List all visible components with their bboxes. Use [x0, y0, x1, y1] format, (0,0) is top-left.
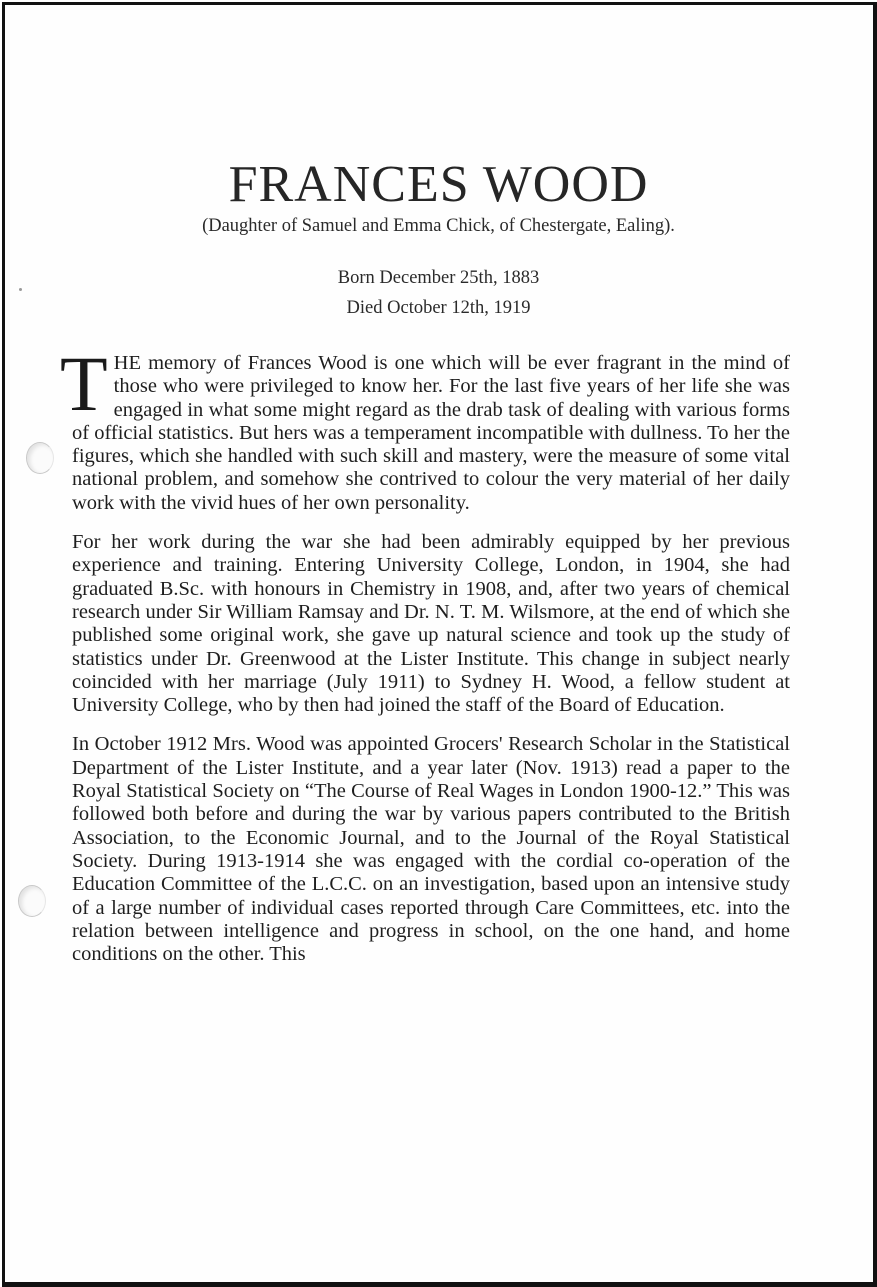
drop-cap: T: [60, 340, 108, 427]
punch-hole-top: [26, 442, 54, 474]
paragraph-1-text: HE memory of Frances Wood is one which will be ever fragrant in the mind of those who were privileged to know her. For the last five years of her life she was engaged in what some might regard as the drab task of dealing with various forms of official statistics. But hers was a temperament incompatible with dullness. To her the figures, which she handled with such skill and mastery, were the measure of some vital national problem, and somehow she contrived to colour the very material of her daily work with the vivid hues of her own personality.: [72, 352, 790, 514]
life-dates: [0, 263, 877, 323]
paragraph-1: [60, 340, 790, 515]
death-date: Died October 12th, 1919: [346, 298, 531, 318]
punch-hole-bottom: [18, 885, 46, 917]
paragraph-2: For her work during the war she had been admirably equipped by her previous experience and training. Entering University College, London, in 1904, she had graduated B.Sc. with honours in Chemistry in 1908, and, after two years of chemical research under Sir William Ramsay and Dr. N. T. M. Wilsmore, at the end of which she published some original work, she gave up natural science and took up the study of statistics under Dr. Greenwood at the Lister Institute. This change in subject nearly coincided with her marriage (July 1911) to Sydney H. Wood, a fellow student at University College, who by then had joined the staff of the Board of Education.: [72, 531, 790, 717]
page-subtitle: (Daughter of Samuel and Emma Chick, of Chestergate, Ealing).: [202, 216, 675, 236]
paragraph-3: In October 1912 Mrs. Wood was appointed Grocers' Research Scholar in the Statistical Department of the Lister Institute, and a year later (Nov. 1913) read a paper to the Royal Statistical Society on “The Course of Real Wages in London 1900-12.” This was followed both before and during the war by various papers contributed to the British Association, to the Economic Journal, and to the Journal of the Royal Statistical Society. During 1913-1914 she was engaged with the cordial co-operation of the Education Committee of the L.C.C. on an investigation, based upon an intensive study of a large number of individual cases reported through Care Committees, etc. into the relation between intelligence and progress in school, on the one hand, and home conditions on the other. This: [72, 733, 790, 966]
page-title: FRANCES WOOD: [228, 156, 649, 213]
body-text: [60, 340, 790, 982]
birth-date: Born December 25th, 1883: [337, 268, 540, 288]
